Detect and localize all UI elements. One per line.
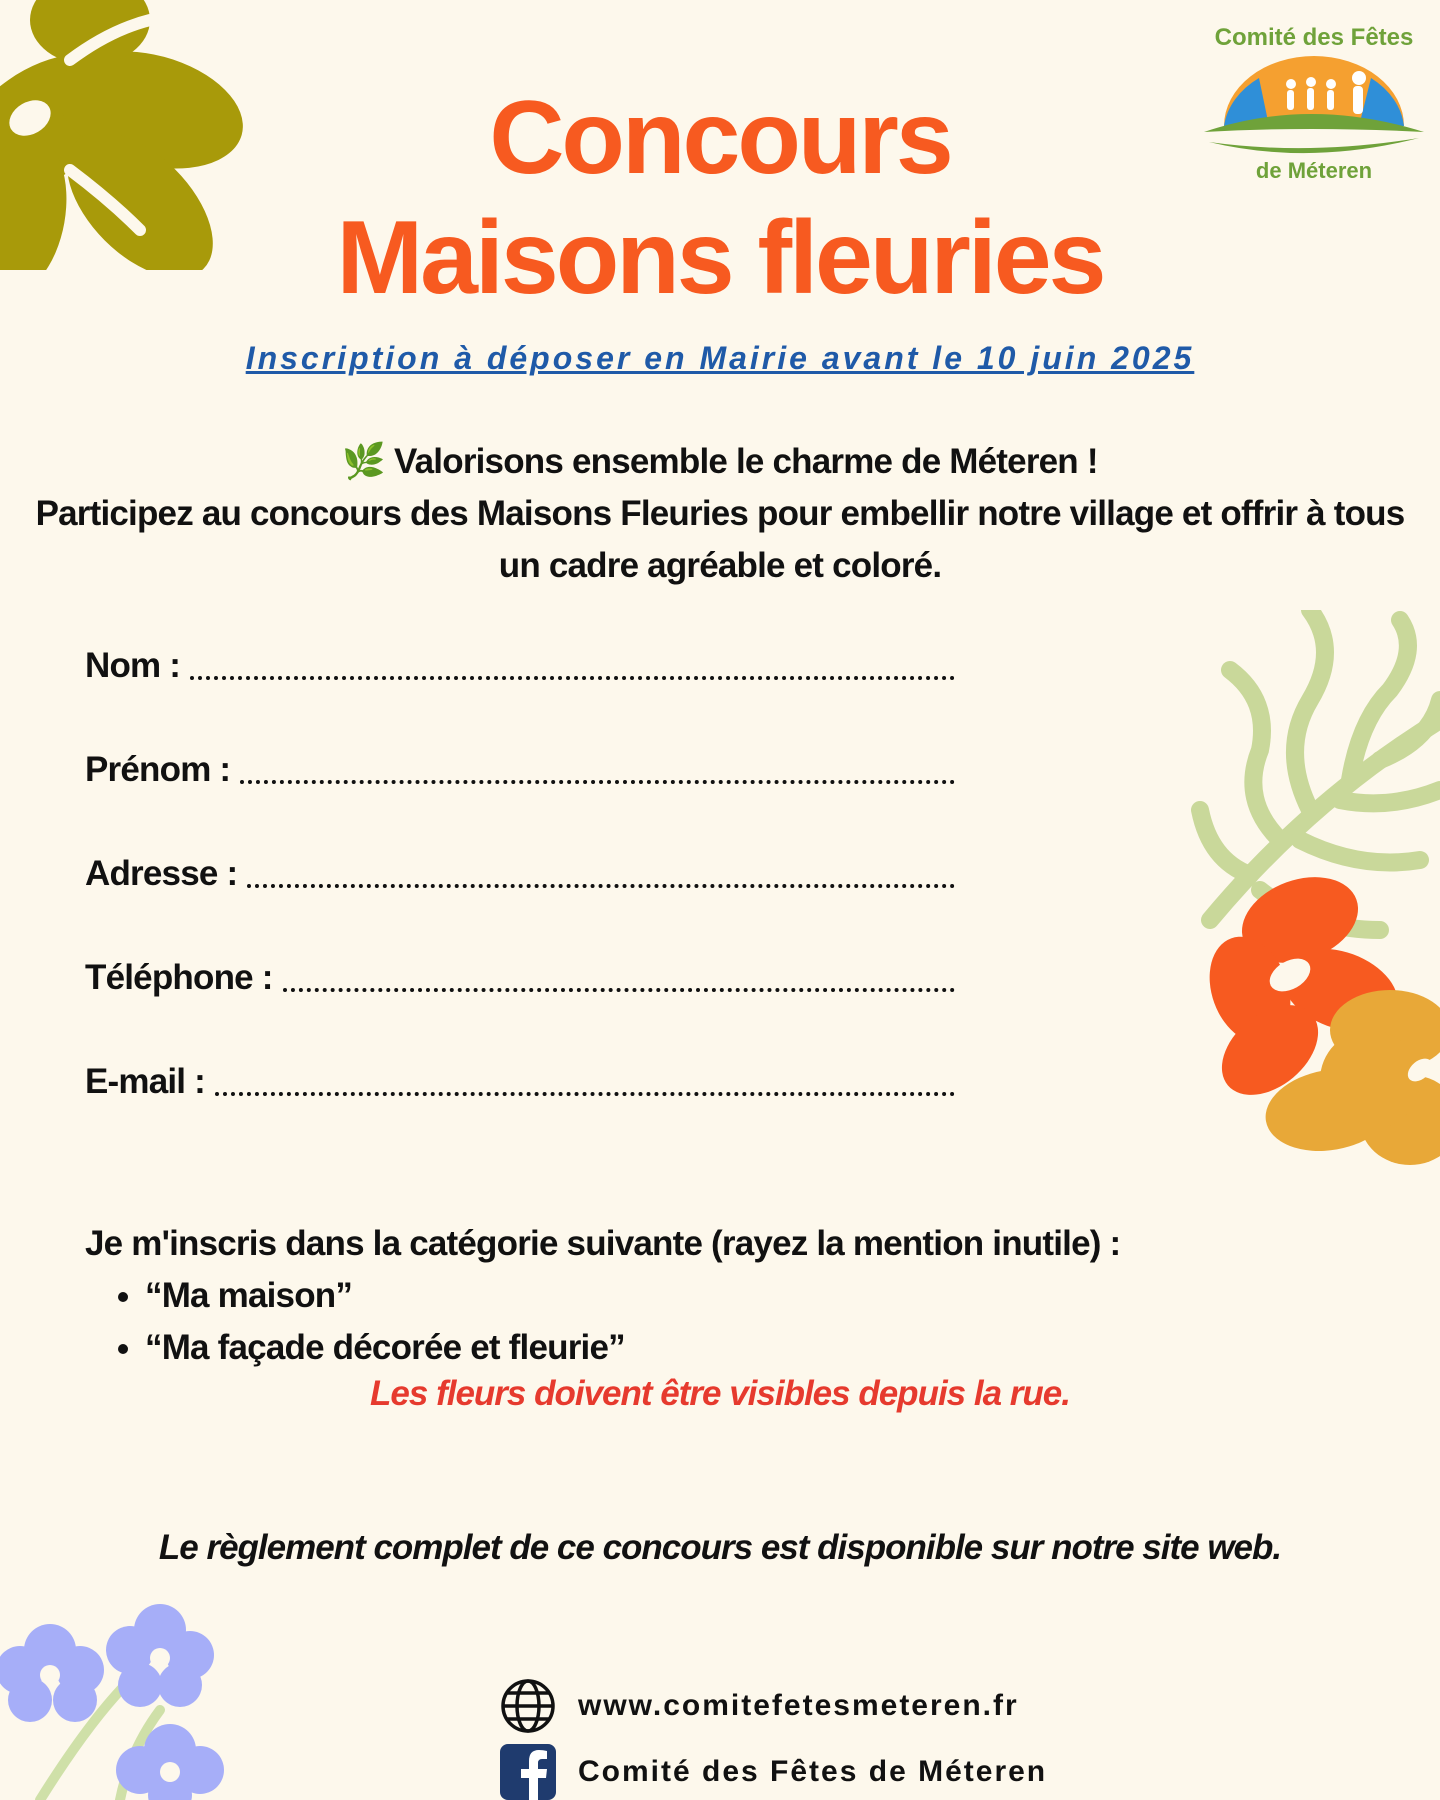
field-prenom-line[interactable] [240, 756, 955, 784]
field-nom[interactable] [85, 646, 955, 686]
rules-notice: Le règlement complet de ce concours est disponible sur notre site web. [158, 1528, 1282, 1567]
field-adresse[interactable] [85, 854, 955, 894]
field-telephone[interactable] [85, 958, 955, 998]
intro-line3: un cadre agréable et coloré. [498, 546, 942, 585]
deadline-text: Inscription à déposer en Mairie avant le 10 juin 2025 [245, 340, 1195, 376]
category-option-facade: • “Ma façade décorée et fleurie” [145, 1322, 1185, 1374]
field-prenom-label: Prénom : [85, 750, 231, 789]
intro-line1: Valorisons ensemble le charme de Méteren ! [394, 442, 1098, 481]
logo-line1: Comité des Fêtes [1214, 24, 1414, 51]
category-list [85, 1270, 1185, 1374]
intro-line2: Participez au concours des Maisons Fleuries pour embellir notre village et offrir à tous [35, 494, 1405, 533]
logo-line2: de Méteren [1255, 158, 1373, 183]
facebook-icon [500, 1744, 556, 1800]
category-intro: Je m'inscris dans la catégorie suivante (rayez la mention inutile) : [85, 1224, 1121, 1263]
field-email-label: E-mail : [85, 1062, 206, 1101]
category-option-maison: • “Ma maison” [145, 1270, 1185, 1322]
sprig-icon: 🌿 [342, 442, 386, 481]
title-line2: Maisons fleuries [336, 200, 1104, 316]
website-link[interactable] [500, 1678, 1019, 1734]
blue-flowers-decoration [0, 1600, 240, 1800]
leaves-flowers-decoration [1190, 610, 1440, 1170]
globe-icon [500, 1678, 556, 1734]
field-adresse-line[interactable] [247, 860, 955, 888]
intro-paragraph [0, 436, 1440, 592]
website-url[interactable]: www.comitefetesmeteren.fr [578, 1689, 1019, 1722]
facebook-link[interactable] [500, 1744, 1047, 1800]
field-email[interactable] [85, 1062, 955, 1102]
field-telephone-line[interactable] [283, 964, 955, 992]
facebook-page-name[interactable]: Comité des Fêtes de Méteren [578, 1755, 1048, 1788]
field-nom-line[interactable] [190, 652, 955, 680]
field-email-line[interactable] [215, 1068, 955, 1096]
field-adresse-label: Adresse : [85, 854, 238, 893]
field-nom-label: Nom : [85, 646, 181, 685]
category-section [85, 1218, 1185, 1374]
field-telephone-label: Téléphone : [85, 958, 273, 997]
visibility-note: Les fleurs doivent être visibles depuis la rue. [370, 1374, 1070, 1413]
field-prenom[interactable] [85, 750, 955, 790]
page-title [0, 78, 1440, 318]
title-line1: Concours [489, 80, 951, 196]
